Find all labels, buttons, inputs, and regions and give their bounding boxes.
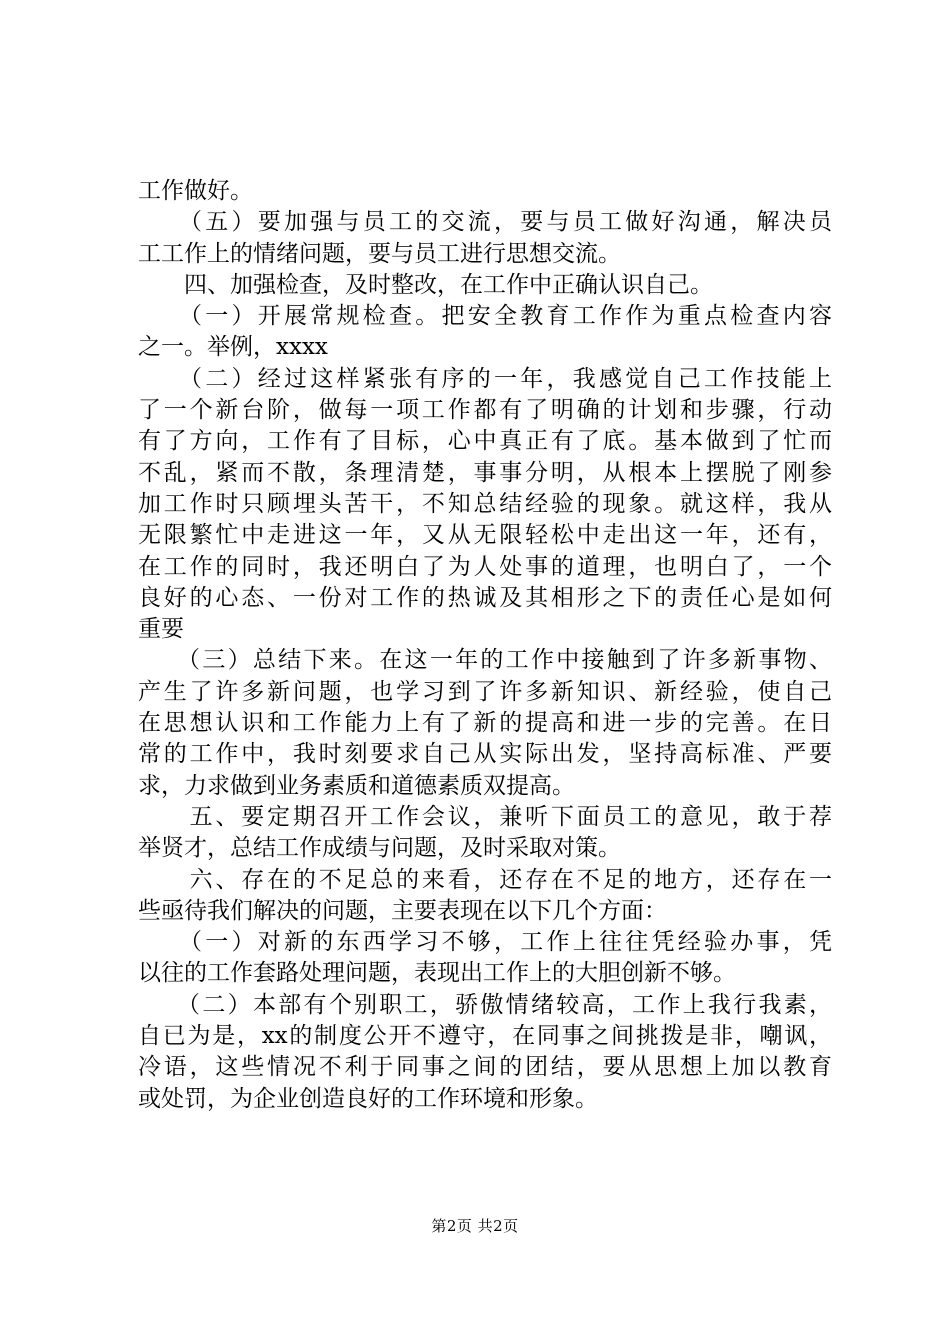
text-line: 举贤才，总结工作成绩与问题，及时采取对策。: [138, 835, 621, 862]
text-line: 在工作的同时，我还明白了为人处事的道理，也明白了，一个: [138, 553, 832, 580]
text-line: 求，力求做到业务素质和道德素质双提高。: [138, 772, 575, 799]
text-line: 重要: [138, 616, 184, 643]
page-number-footer: 第2页 共2页: [431, 1217, 519, 1235]
text-line: 不乱，紧而不散，条理清楚，事事分明，从根本上摆脱了刚参: [138, 459, 832, 486]
text-line: 四、加强检查，及时整改，在工作中正确认识自己。: [138, 271, 713, 298]
text-line: 或处罚，为企业创造良好的工作环境和形象。: [138, 1085, 598, 1112]
text-line: 五、要定期召开工作会议，兼听下面员工的意见，敢于荐: [138, 803, 832, 830]
text-line: 些亟待我们解决的问题，主要表现在以下几个方面：: [138, 897, 667, 924]
text-line: 之一。举例，xxxx: [138, 334, 328, 361]
text-line: （一）开展常规检查。把安全教育工作作为重点检查内容: [138, 303, 832, 330]
text-line: 以往的工作套路处理问题，表现出工作上的大胆创新不够。: [138, 960, 736, 987]
text-line: 冷语，这些情况不利于同事之间的团结，要从思想上加以教育: [138, 1054, 832, 1081]
text-line: 产生了许多新问题，也学习到了许多新知识、新经验，使自己: [138, 678, 832, 705]
text-line: 工工作上的情绪问题，要与员工进行思想交流。: [138, 240, 621, 267]
text-line: 加工作时只顾埋头苦干，不知总结经验的现象。就这样，我从: [138, 490, 832, 517]
text-line: 无限繁忙中走进这一年，又从无限轻松中走出这一年，还有，: [138, 522, 832, 549]
text-line: （一）对新的东西学习不够，工作上往往凭经验办事，凭: [138, 929, 832, 956]
document-body: [138, 176, 832, 1115]
text-line: 良好的心态、一份对工作的热诚及其相形之下的责任心是如何: [138, 584, 832, 611]
text-line: （五）要加强与员工的交流，要与员工做好沟通，解决员: [138, 209, 832, 236]
text-line: 常的工作中，我时刻要求自己从实际出发，坚持高标准、严要: [138, 741, 832, 768]
text-line: （二）本部有个别职工，骄傲情绪较高，工作上我行我素，: [138, 991, 832, 1018]
text-line: 自已为是，xx的制度公开不遵守，在同事之间挑拨是非，嘲讽，: [138, 1023, 832, 1050]
text-line: （三）总结下来。在这一年的工作中接触到了许多新事物、: [138, 647, 832, 674]
text-line: （二）经过这样紧张有序的一年，我感觉自己工作技能上: [138, 365, 832, 392]
text-line: 六、存在的不足总的来看，还存在不足的地方，还存在一: [138, 866, 832, 893]
text-line: 工作做好。: [138, 178, 253, 204]
text-line: 有了方向，工作有了目标，心中真正有了底。基本做到了忙而: [138, 428, 832, 455]
text-line: 在思想认识和工作能力上有了新的提高和进一步的完善。在日: [138, 710, 832, 737]
text-line: 了一个新台阶，做每一项工作都有了明确的计划和步骤，行动: [138, 397, 832, 424]
